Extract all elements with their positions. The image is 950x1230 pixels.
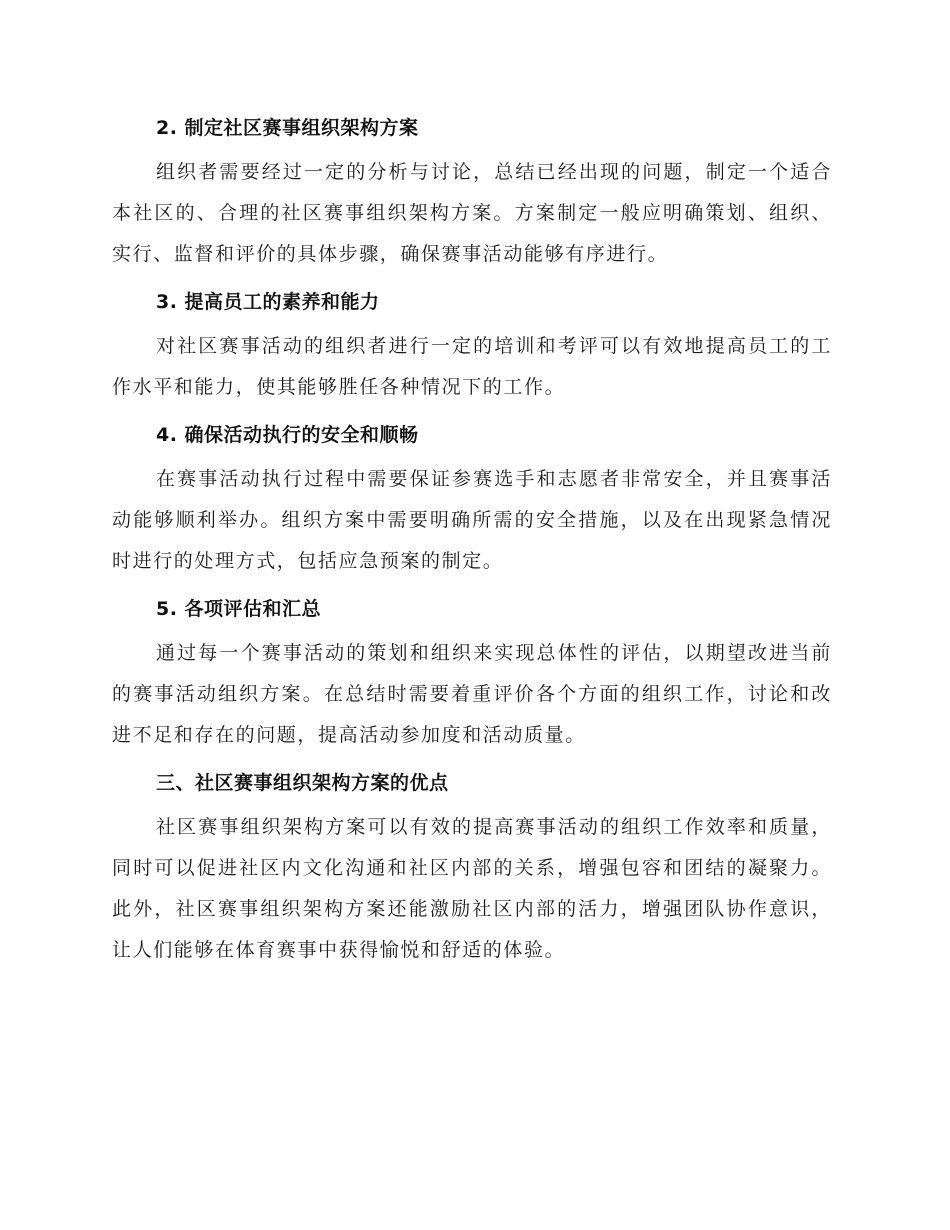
section-paragraph-advantages: 社区赛事组织架构方案可以有效的提高赛事活动的组织工作效率和质量，同时可以促进社区内文化沟通和社区内部的关系，增强包容和团结的凝聚力。此外，社区赛事组织架构方案还能激励社区内部的活力，增强团队协作意识，让人们能够在体育赛事中获得愉悦和舒适的体验。 (112, 816, 832, 961)
section-heading-ensure-safety: 4. 确保活动执行的安全和顺畅 (156, 424, 419, 446)
section-heading-improve-staff: 3. 提高员工的素养和能力 (156, 291, 380, 313)
section-heading-advantages: 三、社区赛事组织架构方案的优点 (156, 772, 449, 794)
section-heading-formulate-plan: 2. 制定社区赛事组织架构方案 (156, 117, 419, 139)
section-paragraph-evaluation: 通过每一个赛事活动的策划和组织来实现总体性的评估，以期望改进当前的赛事活动组织方案。在总结时需要着重评价各个方面的组织工作，讨论和改进不足和存在的问题，提高活动参加度和活动质量。 (112, 642, 832, 746)
document-body (112, 108, 832, 978)
section-paragraph-improve-staff: 对社区赛事活动的组织者进行一定的培训和考评可以有效地提高员工的工作水平和能力，使其能够胜任各种情况下的工作。 (112, 335, 832, 398)
section-heading-evaluation: 5. 各项评估和汇总 (156, 598, 322, 620)
section-paragraph-formulate-plan: 组织者需要经过一定的分析与讨论，总结已经出现的问题，制定一个适合本社区的、合理的社区赛事组织架构方案。方案制定一般应明确策划、组织、实行、监督和评价的具体步骤，确保赛事活动能够有序进行。 (112, 161, 832, 265)
section-paragraph-ensure-safety: 在赛事活动执行过程中需要保证参赛选手和志愿者非常安全，并且赛事活动能够顺利举办。组织方案中需要明确所需的安全措施，以及在出现紧急情况时进行的处理方式，包括应急预案的制定。 (112, 468, 832, 572)
